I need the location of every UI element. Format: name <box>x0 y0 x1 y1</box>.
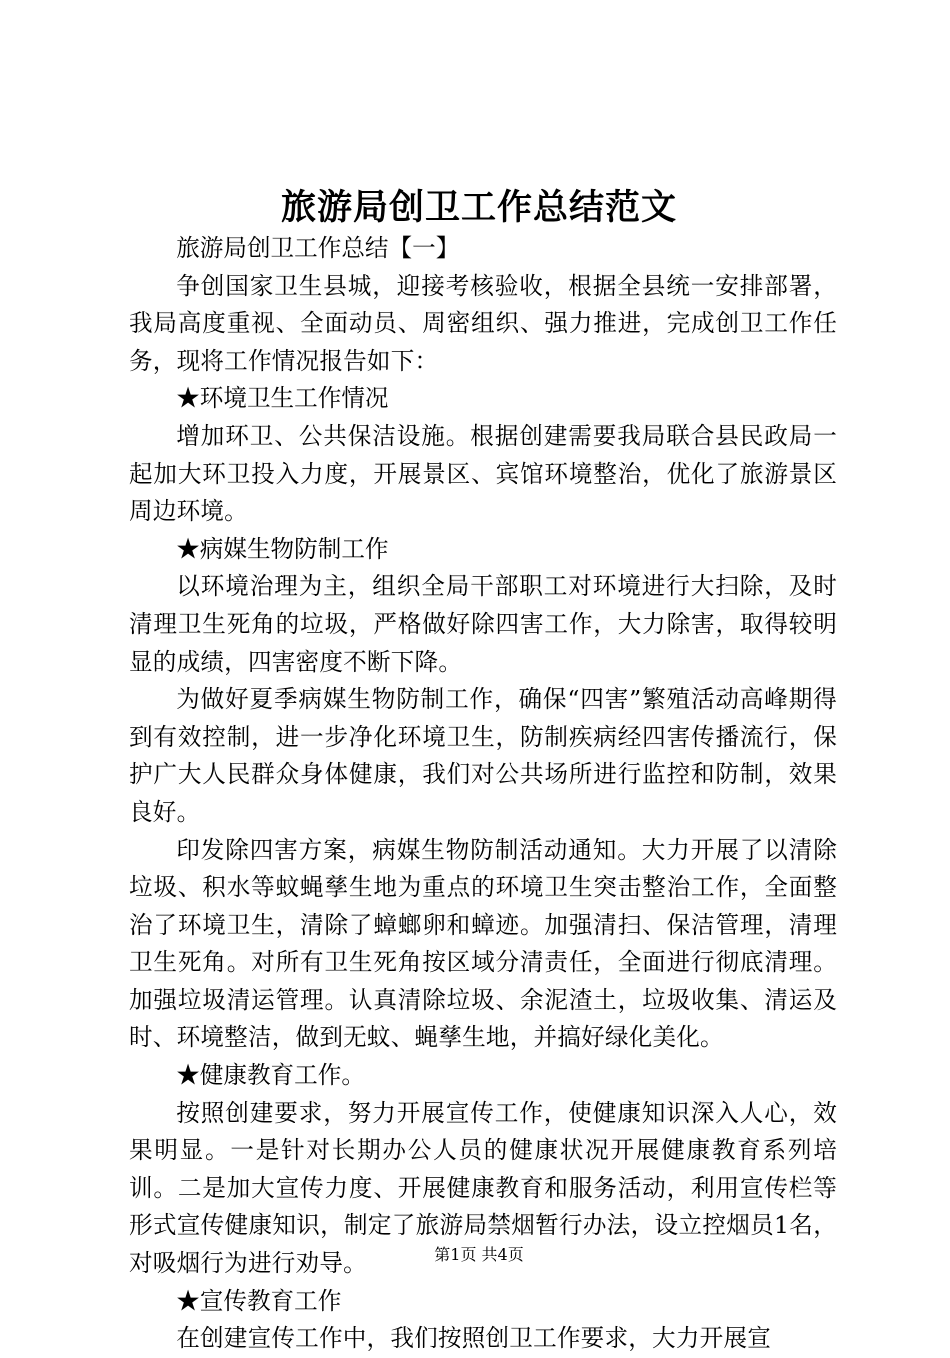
heading-publicity: ★宣传教育工作 <box>176 1286 342 1315</box>
page-number-footer: 第1页 共4页 <box>434 1245 524 1264</box>
heading-health-education: ★健康教育工作。 <box>176 1061 365 1090</box>
paragraph-environment: 增加环卫、公共保洁设施。根据创建需要我局联合县民政局一起加大环卫投入力度，开展景区、宾馆环境整治，优化了旅游景区周边环境。 <box>129 421 837 526</box>
heading-vector-control: ★病媒生物防制工作 <box>176 534 389 563</box>
paragraph-intro: 争创国家卫生县城，迎接考核验收，根据全县统一安排部署，我局高度重视、全面动员、周密组织、强力推进，完成创卫工作任务，现将工作情况报告如下： <box>129 271 837 375</box>
document-body <box>129 230 837 1358</box>
paragraph-health-education: 按照创建要求，努力开展宣传工作，使健康知识深入人心，效果明显。一是针对长期办公人员的健康状况开展健康教育系列培训。二是加大宣传力度、开展健康教育和服务活动，利用宣传栏等形式宣传健康知识，制定了旅游局禁烟暂行办法，设立控烟员1名，对吸烟行为进行劝导。 <box>129 1098 837 1278</box>
heading-environment: ★环境卫生工作情况 <box>176 384 389 413</box>
document-title: 旅游局创卫工作总结范文 <box>280 187 677 228</box>
paragraph-vector-3: 印发除四害方案，病媒生物防制活动通知。大力开展了以清除垃圾、积水等蚊蝇孳生地为重点的环境卫生突击整治工作，全面整治了环境卫生，清除了蟑螂卵和蟑迹。加强清扫、保洁管理，清理卫生死角。对所有卫生死角按区域分清责任，全面进行彻底清理。加强垃圾清运管理。认真清除垃圾、余泥渣土，垃圾收集、清运及时、环境整洁，做到无蚊、蝇孳生地，并搞好绿化美化。 <box>129 835 837 1052</box>
paragraph-publicity: 在创建宣传工作中，我们按照创卫工作要求，大力开展宣 <box>176 1324 772 1353</box>
paragraph-vector-1: 以环境治理为主，组织全局干部职工对环境进行大扫除，及时清理卫生死角的垃圾，严格做好除四害工作，大力除害，取得较明显的成绩，四害密度不断下降。 <box>129 572 837 676</box>
paragraph-vector-2: 为做好夏季病媒生物防制工作，确保“四害”繁殖活动高峰期得到有效控制，进一步净化环境卫生，防制疾病经四害传播流行，保护广大人民群众身体健康，我们对公共场所进行监控和防制，效果良好。 <box>129 685 837 826</box>
section-subtitle: 旅游局创卫工作总结【一】 <box>176 234 460 262</box>
